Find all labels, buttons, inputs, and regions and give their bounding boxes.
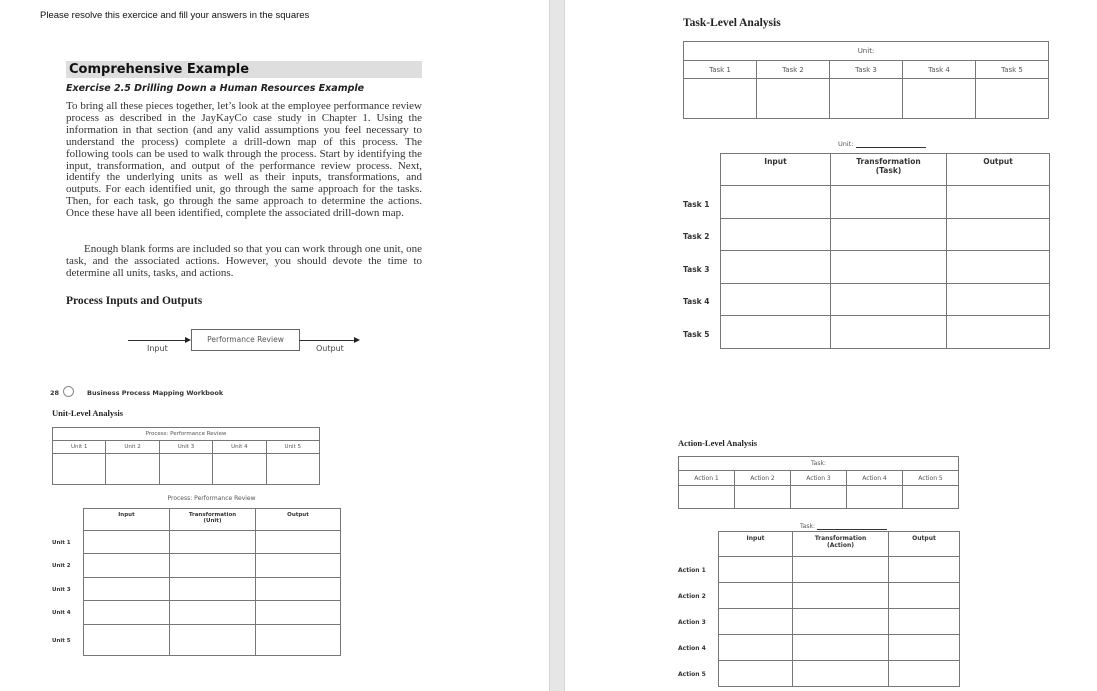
answer-cell[interactable] xyxy=(721,186,831,219)
answer-cell[interactable] xyxy=(256,625,341,656)
answer-cell[interactable] xyxy=(53,454,106,485)
task-caption-label: Task: xyxy=(800,523,815,530)
page-number: 28 xyxy=(50,389,60,397)
column-label: Action 2 xyxy=(735,471,791,486)
column-header: Transformation (Action) xyxy=(793,532,889,557)
column-header: Transformation (Task) xyxy=(831,154,947,186)
book-title: Business Process Mapping Workbook xyxy=(87,389,224,397)
arrow-head-icon xyxy=(354,337,360,343)
column-header: Output xyxy=(947,154,1050,186)
answer-cell[interactable] xyxy=(719,583,793,609)
action-level-title: Action-Level Analysis xyxy=(678,438,758,448)
answer-cell[interactable] xyxy=(947,186,1050,219)
answer-cell[interactable] xyxy=(84,554,170,578)
answer-cell[interactable] xyxy=(84,578,170,601)
answer-cell[interactable] xyxy=(719,557,793,583)
answer-cell[interactable] xyxy=(947,284,1050,316)
column-label: Action 4 xyxy=(847,471,903,486)
answer-cell[interactable] xyxy=(903,79,976,119)
answer-cell[interactable] xyxy=(903,486,959,509)
answer-cell[interactable] xyxy=(831,251,947,284)
row-label: Unit 5 xyxy=(52,637,71,644)
column-label-row xyxy=(53,441,320,454)
table-row xyxy=(84,531,341,554)
table-header-row xyxy=(53,428,320,441)
table-row xyxy=(721,251,1050,284)
answer-cell[interactable] xyxy=(721,316,831,349)
table-header-row xyxy=(684,42,1049,61)
row-label: Task 5 xyxy=(683,329,710,339)
table-row xyxy=(84,601,341,625)
answer-cell[interactable] xyxy=(793,635,889,661)
column-label: Action 1 xyxy=(679,471,735,486)
instruction-text: Please resolve this exercice and fill your answers in the squares xyxy=(40,10,310,21)
answer-cell[interactable] xyxy=(266,454,319,485)
answer-cell[interactable] xyxy=(721,284,831,316)
column-label: Unit 5 xyxy=(266,441,319,454)
row-label: Unit 3 xyxy=(52,586,71,593)
table-header-row xyxy=(721,154,1050,186)
table-header-row xyxy=(84,509,341,531)
answer-cell[interactable] xyxy=(889,557,960,583)
task-blank-field[interactable] xyxy=(817,522,887,530)
column-label: Task 5 xyxy=(976,61,1049,79)
answer-cell[interactable] xyxy=(170,554,256,578)
answer-cell[interactable] xyxy=(831,186,947,219)
table-header-label: Process: Performance Review xyxy=(53,428,320,441)
row-label: Unit 1 xyxy=(52,539,71,546)
column-label: Unit 3 xyxy=(159,441,212,454)
table-row xyxy=(719,609,960,635)
output-arrow-line xyxy=(299,340,354,341)
task-summary-table xyxy=(683,41,1049,119)
answer-cell[interactable] xyxy=(256,601,341,625)
table-row xyxy=(721,316,1050,349)
paragraph-2: Enough blank forms are included so that you can work through one unit, one task, and the associated actions. However, you should devote the time to determine all units, tasks, and actions. xyxy=(66,243,422,279)
row-label: Action 2 xyxy=(678,593,706,600)
column-label: Task 4 xyxy=(903,61,976,79)
answer-cell[interactable] xyxy=(84,531,170,554)
row-label: Task 3 xyxy=(683,264,710,274)
answer-cell[interactable] xyxy=(679,486,735,509)
task-level-title: Task-Level Analysis xyxy=(683,17,781,29)
unit-level-title: Unit-Level Analysis xyxy=(52,408,124,418)
column-label: Unit 1 xyxy=(53,441,106,454)
answer-cell[interactable] xyxy=(976,79,1049,119)
answer-cell[interactable] xyxy=(84,601,170,625)
process-box-label: Performance Review xyxy=(207,335,284,344)
answer-cell[interactable] xyxy=(889,583,960,609)
column-label: Action 5 xyxy=(903,471,959,486)
task-analysis-table xyxy=(720,153,1050,349)
answer-cell[interactable] xyxy=(213,454,266,485)
table-row xyxy=(84,554,341,578)
column-header: Output xyxy=(256,509,341,531)
process-io-title: Process Inputs and Outputs xyxy=(66,295,203,307)
answer-cell[interactable] xyxy=(831,219,947,251)
answer-cell[interactable] xyxy=(170,625,256,656)
output-label: Output xyxy=(316,344,344,353)
paragraph-1: To bring all these pieces together, let’s look at the employee performance review process as described in the JayKayCo case study in Chapter 1. Using the information in that section (and any valid assumptions you feel necessary to understand the process) complete a drill-down map of this process. The following tools can be used to walk through the process. Start by identifying the input, transformation, and output of the performance review process. Next, identify the underlying units as well as their inputs, transformations, and outputs. For each identified unit, go through the same approach for the tasks. Then, for each task, go through the same approach to determine the actions. Once these have all been identified, complete the associated drill-down map. xyxy=(66,100,422,220)
table-row xyxy=(84,578,341,601)
clock-icon xyxy=(63,386,74,397)
answer-cell[interactable] xyxy=(947,251,1050,284)
section-heading-bar xyxy=(66,61,422,78)
answer-cell[interactable] xyxy=(793,661,889,687)
unit-caption-label: Unit: xyxy=(838,140,854,148)
table-row xyxy=(719,635,960,661)
table-row xyxy=(719,661,960,687)
answer-cell[interactable] xyxy=(889,609,960,635)
table-header-row xyxy=(679,457,959,471)
answer-cell[interactable] xyxy=(719,635,793,661)
answer-cell[interactable] xyxy=(721,251,831,284)
answer-cell[interactable] xyxy=(159,454,212,485)
column-label-row xyxy=(684,61,1049,79)
unit-summary-table xyxy=(52,427,320,485)
answer-cell[interactable] xyxy=(684,79,757,119)
answer-cell[interactable] xyxy=(793,609,889,635)
answer-cell[interactable] xyxy=(831,316,947,349)
answer-cell[interactable] xyxy=(889,661,960,687)
column-header: Input xyxy=(721,154,831,186)
column-header: Input xyxy=(719,532,793,557)
page-divider xyxy=(549,0,565,691)
row-label: Action 5 xyxy=(678,671,706,678)
section-heading: Comprehensive Example xyxy=(69,62,250,77)
table-header-row xyxy=(719,532,960,557)
column-label: Task 3 xyxy=(830,61,903,79)
answer-row xyxy=(684,79,1049,119)
answer-cell[interactable] xyxy=(719,609,793,635)
action-table-caption xyxy=(800,522,887,530)
answer-cell[interactable] xyxy=(793,583,889,609)
unit-table-caption: Process: Performance Review xyxy=(167,495,256,502)
row-label: Task 4 xyxy=(683,297,710,306)
answer-cell[interactable] xyxy=(847,486,903,509)
action-summary-table xyxy=(678,456,959,509)
answer-cell[interactable] xyxy=(947,316,1050,349)
answer-cell[interactable] xyxy=(831,284,947,316)
answer-cell[interactable] xyxy=(719,661,793,687)
row-label: Unit 4 xyxy=(52,610,71,616)
process-box xyxy=(191,329,300,351)
table-row xyxy=(721,219,1050,251)
exercise-title: Exercise 2.5 Drilling Down a Human Resources Example xyxy=(66,83,365,94)
answer-cell[interactable] xyxy=(170,531,256,554)
column-label: Task 1 xyxy=(684,61,757,79)
table-row xyxy=(721,284,1050,316)
action-analysis-table xyxy=(718,531,960,687)
column-header: Output xyxy=(889,532,960,557)
answer-cell[interactable] xyxy=(256,531,341,554)
table-header-label: Unit: xyxy=(684,42,1049,61)
row-label: Task 2 xyxy=(683,232,710,241)
row-label: Action 3 xyxy=(678,619,706,626)
column-header: Input xyxy=(84,509,170,531)
answer-cell[interactable] xyxy=(256,554,341,578)
column-label: Unit 4 xyxy=(213,441,266,454)
input-label: Input xyxy=(147,344,168,353)
answer-cell[interactable] xyxy=(721,219,831,251)
answer-row xyxy=(679,486,959,509)
column-label: Task 2 xyxy=(757,61,830,79)
column-header: Transformation (Unit) xyxy=(170,509,256,531)
row-label: Action 1 xyxy=(678,567,706,574)
answer-cell[interactable] xyxy=(170,601,256,625)
unit-analysis-table xyxy=(83,508,341,656)
answer-cell[interactable] xyxy=(793,557,889,583)
answer-row xyxy=(53,454,320,485)
table-row xyxy=(719,583,960,609)
unit-blank-field[interactable] xyxy=(856,140,926,148)
row-label: Unit 2 xyxy=(52,563,71,569)
task-table-caption xyxy=(838,140,926,148)
answer-cell[interactable] xyxy=(170,578,256,601)
row-label: Action 4 xyxy=(678,645,706,652)
table-header-label: Task: xyxy=(679,457,959,471)
answer-cell[interactable] xyxy=(735,486,791,509)
answer-cell[interactable] xyxy=(757,79,830,119)
column-label-row xyxy=(679,471,959,486)
column-label: Unit 2 xyxy=(106,441,159,454)
answer-cell[interactable] xyxy=(106,454,159,485)
column-label: Action 3 xyxy=(791,471,847,486)
table-row xyxy=(84,625,341,656)
input-arrow-line xyxy=(128,340,185,341)
answer-cell[interactable] xyxy=(791,486,847,509)
table-row xyxy=(721,186,1050,219)
table-row xyxy=(719,557,960,583)
row-label: Task 1 xyxy=(683,199,710,209)
answer-cell[interactable] xyxy=(830,79,903,119)
answer-cell[interactable] xyxy=(947,219,1050,251)
answer-cell[interactable] xyxy=(889,635,960,661)
answer-cell[interactable] xyxy=(84,625,170,656)
answer-cell[interactable] xyxy=(256,578,341,601)
